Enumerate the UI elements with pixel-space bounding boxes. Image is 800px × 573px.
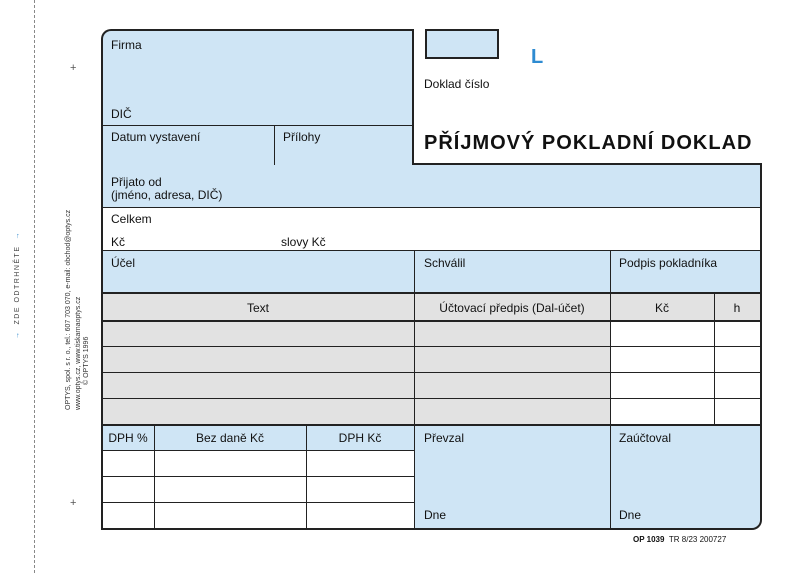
zauctoval-label: Zaúčtoval — [619, 431, 672, 445]
border-bottom — [101, 528, 743, 530]
form-code: OP 1039 — [633, 535, 665, 544]
slovy-kc-label: slovy Kč — [281, 235, 326, 249]
doklad-cislo-label: Doklad číslo — [424, 77, 490, 91]
divider — [102, 476, 414, 477]
kc-label: Kč — [111, 235, 126, 249]
prilohy-label: Přílohy — [283, 130, 321, 144]
dne-label-2: Dne — [619, 508, 642, 522]
prijato-od-label: Přijato od — [111, 175, 162, 189]
firma-label: Firma — [111, 38, 142, 52]
corner — [740, 508, 762, 530]
divider — [414, 425, 415, 529]
dph-kc-label: DPH Kč — [338, 431, 382, 445]
divider — [102, 320, 760, 322]
divider — [102, 398, 760, 399]
divider — [102, 372, 760, 373]
dic-label: DIČ — [111, 107, 132, 121]
divider — [610, 250, 611, 293]
doklad-number-box[interactable] — [425, 29, 499, 59]
publisher-line-1: OPTYS, spol. s r. o., tel.: 607 703 070, e-mail: obchod@optys.cz — [65, 209, 72, 410]
divider — [102, 450, 414, 451]
publisher-line-2: www.optys.cz, www.tiskarnaoptys.cz — [75, 296, 82, 410]
prijato-od-hint: (jméno, adresa, DIČ) — [111, 188, 223, 202]
ucel-label: Účel — [111, 256, 136, 270]
datum-vystaveni-label: Datum vystavení — [111, 130, 201, 144]
celkem-label: Celkem — [111, 212, 152, 226]
divider — [610, 425, 611, 529]
border-right — [760, 163, 762, 517]
cut-instruction: →ZDE ODTRHNĚTE→ — [14, 231, 21, 339]
divider — [102, 346, 760, 347]
table-body-gray — [102, 321, 610, 425]
page-title: PŘÍJMOVÝ POKLADNÍ DOKLAD — [424, 132, 753, 154]
arrow-icon: → — [14, 231, 21, 240]
registration-mark: + — [70, 62, 77, 74]
divider — [274, 125, 275, 165]
form-ref: TR 8/23 200727 — [668, 535, 727, 544]
schvalil-label: Schválil — [424, 256, 466, 270]
border-left — [101, 160, 103, 530]
dph-pct-label: DPH % — [108, 431, 148, 445]
podpis-pokladnika-label: Podpis pokladníka — [619, 256, 718, 270]
prevzal-label: Převzal — [424, 431, 465, 445]
divider — [102, 424, 760, 426]
signature-block — [414, 425, 760, 529]
divider — [102, 125, 414, 126]
header-border — [101, 29, 414, 165]
divider — [102, 250, 760, 251]
series-letter: L — [531, 46, 544, 68]
arrow-icon: → — [14, 330, 21, 339]
divider — [102, 502, 414, 503]
publisher-line-3: © OPTYS 1996 — [83, 336, 90, 385]
bez-dane-label: Bez daně Kč — [195, 431, 265, 445]
divider — [412, 163, 762, 165]
divider — [102, 292, 760, 294]
col-header-text: Text — [246, 301, 269, 315]
col-header-h: h — [733, 301, 741, 315]
registration-mark: + — [70, 497, 77, 509]
footer-code — [633, 535, 726, 545]
col-header-uctovaci-predpis: Účtovací předpis (Dal-účet) — [439, 301, 585, 315]
divider — [414, 250, 415, 293]
divider — [102, 207, 760, 208]
dne-label-1: Dne — [424, 508, 447, 522]
cut-line — [34, 0, 35, 573]
col-header-kc: Kč — [654, 301, 669, 315]
